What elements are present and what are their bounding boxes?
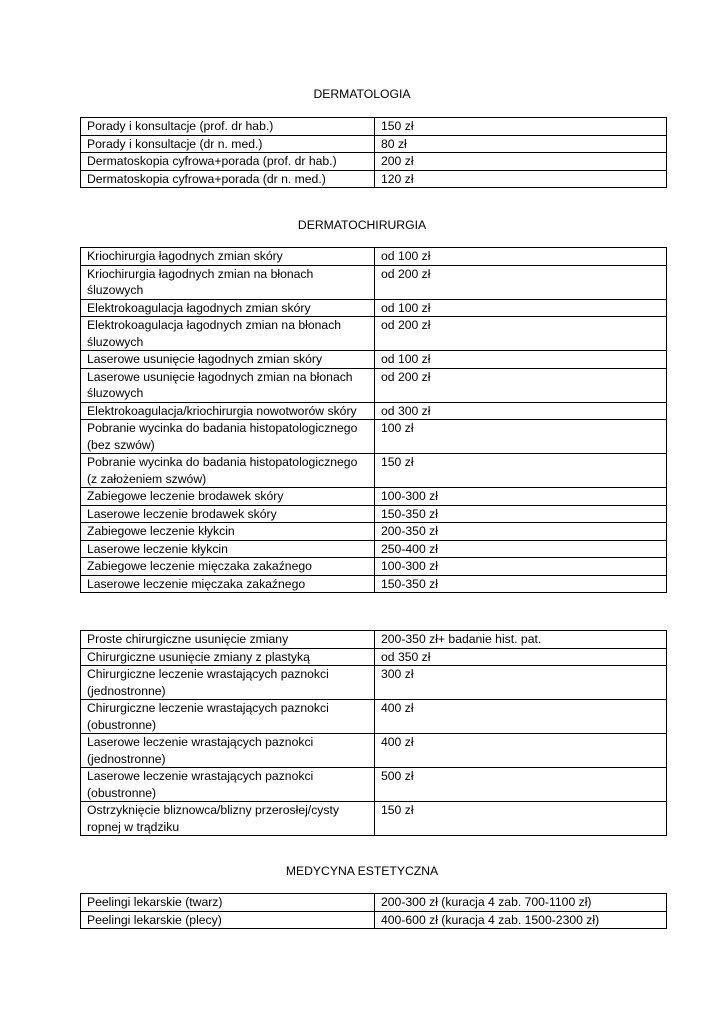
table-row bbox=[81, 631, 667, 649]
service-name: Proste chirurgiczne usunięcie zmiany bbox=[81, 631, 375, 649]
service-price: 300 zł bbox=[375, 666, 667, 700]
service-name: Chirurgiczne leczenie wrastających paznokci (jednostronne) bbox=[81, 666, 375, 700]
service-price: od 200 zł bbox=[375, 317, 667, 351]
section-heading-medycyna-estetyczna: MEDYCYNA ESTETYCZNA bbox=[285, 864, 439, 878]
service-price: od 100 zł bbox=[375, 299, 667, 317]
service-price: od 200 zł bbox=[375, 368, 667, 402]
table-row bbox=[81, 505, 667, 523]
price-table-surgery bbox=[80, 630, 667, 836]
table-row bbox=[81, 911, 667, 929]
service-price: od 100 zł bbox=[375, 248, 667, 266]
price-table-dermatochirurgia bbox=[80, 247, 667, 593]
service-name: Kriochirurgia łagodnych zmian skóry bbox=[81, 248, 375, 266]
table-row bbox=[81, 734, 667, 768]
service-price: od 350 zł bbox=[375, 648, 667, 666]
section-heading-dermatologia: DERMATOLOGIA bbox=[313, 87, 411, 101]
service-name: Ostrzyknięcie bliznowca/blizny przerosłej/cysty ropnej w trądziku bbox=[81, 802, 375, 836]
service-price: 200-350 zł+ badanie hist. pat. bbox=[375, 631, 667, 649]
table-row bbox=[81, 558, 667, 576]
service-price: 120 zł bbox=[375, 170, 667, 188]
service-price: 100-300 zł bbox=[375, 488, 667, 506]
table-row bbox=[81, 523, 667, 541]
service-name: Laserowe leczenie wrastających paznokci (jednostronne) bbox=[81, 734, 375, 768]
service-price: 150 zł bbox=[375, 118, 667, 136]
table-row bbox=[81, 802, 667, 836]
service-price: 400 zł bbox=[375, 700, 667, 734]
table-row bbox=[81, 351, 667, 369]
service-name: Elektrokoagulacja łagodnych zmian skóry bbox=[81, 299, 375, 317]
table-row bbox=[81, 317, 667, 351]
table-row bbox=[81, 648, 667, 666]
table-row bbox=[81, 575, 667, 593]
service-price: 80 zł bbox=[375, 135, 667, 153]
section-heading-dermatochirurgia: DERMATOCHIRURGIA bbox=[297, 218, 427, 232]
table-row bbox=[81, 540, 667, 558]
price-table-medycyna-estetyczna bbox=[80, 893, 667, 929]
table-row bbox=[81, 299, 667, 317]
service-price: 200 zł bbox=[375, 153, 667, 171]
service-name: Porady i konsultacje (dr n. med.) bbox=[81, 135, 375, 153]
service-name: Porady i konsultacje (prof. dr hab.) bbox=[81, 118, 375, 136]
service-name: Peelingi lekarskie (plecy) bbox=[81, 911, 375, 929]
service-name: Dermatoskopia cyfrowa+porada (dr n. med.) bbox=[81, 170, 375, 188]
table-row bbox=[81, 118, 667, 136]
service-name: Laserowe leczenie mięczaka zakaźnego bbox=[81, 575, 375, 593]
table-row bbox=[81, 768, 667, 802]
service-price: 500 zł bbox=[375, 768, 667, 802]
table-row bbox=[81, 248, 667, 266]
service-price: 150-350 zł bbox=[375, 575, 667, 593]
table-row bbox=[81, 488, 667, 506]
service-price: 250-400 zł bbox=[375, 540, 667, 558]
table-row bbox=[81, 170, 667, 188]
service-name: Peelingi lekarskie (twarz) bbox=[81, 894, 375, 912]
service-name: Laserowe usunięcie łagodnych zmian na błonach śluzowych bbox=[81, 368, 375, 402]
service-price: od 100 zł bbox=[375, 351, 667, 369]
service-name: Chirurgiczne usunięcie zmiany z plastyką bbox=[81, 648, 375, 666]
service-price: 400-600 zł (kuracja 4 zab. 1500-2300 zł) bbox=[375, 911, 667, 929]
service-price: od 300 zł bbox=[375, 402, 667, 420]
service-price: 100 zł bbox=[375, 420, 667, 454]
service-price: 100-300 zł bbox=[375, 558, 667, 576]
service-name: Zabiegowe leczenie kłykcin bbox=[81, 523, 375, 541]
service-name: Elektrokoagulacja/kriochirurgia nowotworów skóry bbox=[81, 402, 375, 420]
table-row bbox=[81, 368, 667, 402]
service-name: Elektrokoagulacja łagodnych zmian na błonach śluzowych bbox=[81, 317, 375, 351]
service-name: Chirurgiczne leczenie wrastających paznokci (obustronne) bbox=[81, 700, 375, 734]
service-price: 150 zł bbox=[375, 454, 667, 488]
service-price: 400 zł bbox=[375, 734, 667, 768]
service-name: Laserowe leczenie kłykcin bbox=[81, 540, 375, 558]
service-name: Dermatoskopia cyfrowa+porada (prof. dr hab.) bbox=[81, 153, 375, 171]
service-price: 150 zł bbox=[375, 802, 667, 836]
table-row bbox=[81, 454, 667, 488]
table-row bbox=[81, 420, 667, 454]
service-name: Pobranie wycinka do badania histopatologicznego (bez szwów) bbox=[81, 420, 375, 454]
table-row bbox=[81, 265, 667, 299]
service-price: 150-350 zł bbox=[375, 505, 667, 523]
table-row bbox=[81, 700, 667, 734]
table-row bbox=[81, 894, 667, 912]
service-name: Zabiegowe leczenie brodawek skóry bbox=[81, 488, 375, 506]
service-price: 200-350 zł bbox=[375, 523, 667, 541]
price-table-dermatologia bbox=[80, 117, 667, 188]
service-name: Laserowe usunięcie łagodnych zmian skóry bbox=[81, 351, 375, 369]
table-row bbox=[81, 402, 667, 420]
service-price: od 200 zł bbox=[375, 265, 667, 299]
service-name: Pobranie wycinka do badania histopatologicznego (z założeniem szwów) bbox=[81, 454, 375, 488]
service-name: Laserowe leczenie brodawek skóry bbox=[81, 505, 375, 523]
table-row bbox=[81, 666, 667, 700]
service-price: 200-300 zł (kuracja 4 zab. 700-1100 zł) bbox=[375, 894, 667, 912]
service-name: Kriochirurgia łagodnych zmian na błonach śluzowych bbox=[81, 265, 375, 299]
table-row bbox=[81, 135, 667, 153]
service-name: Zabiegowe leczenie mięczaka zakaźnego bbox=[81, 558, 375, 576]
table-row bbox=[81, 153, 667, 171]
service-name: Laserowe leczenie wrastających paznokci (obustronne) bbox=[81, 768, 375, 802]
